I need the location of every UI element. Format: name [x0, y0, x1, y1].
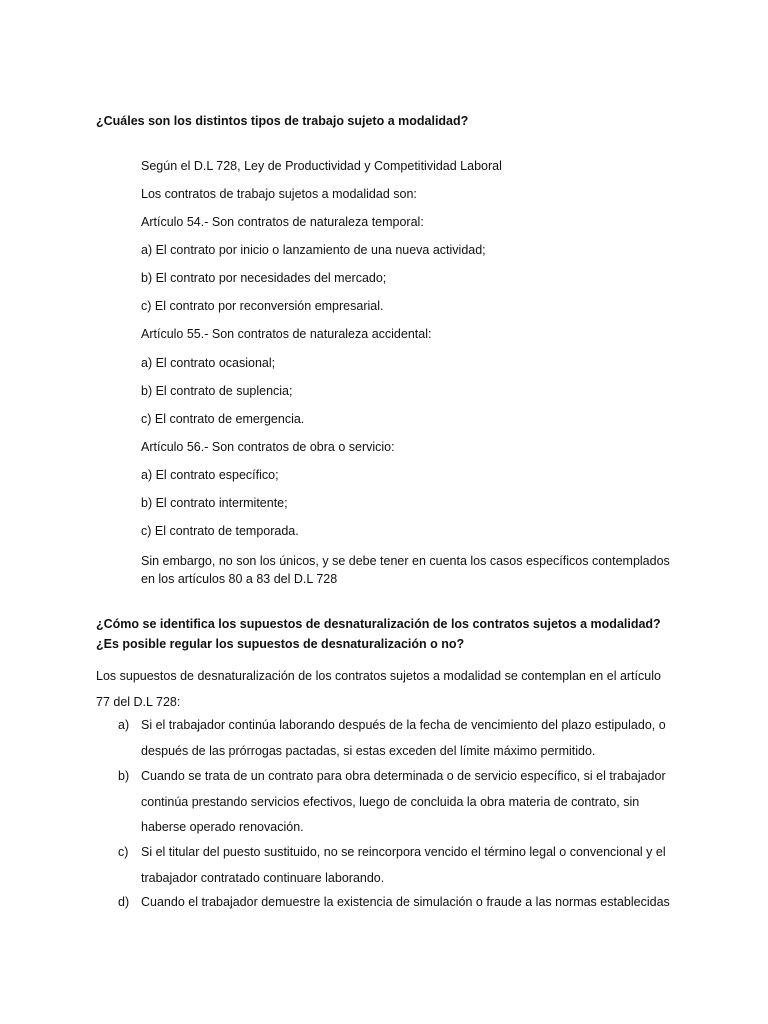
list-marker: b)	[118, 769, 130, 783]
section2-heading: ¿Cómo se identifica los supuestos de desnaturalización de los contratos sujetos a modalidad? ¿Es posible regular los supuestos de desnaturalización o no?	[96, 617, 661, 651]
section1-line: a) El contrato específico;	[141, 468, 279, 482]
list-item-text: Cuando se trata de un contrato para obra determinada o de servicio específico, si el trabajador continúa prestando servicios efectivos, luego de concluida la obra materia de contrato, sin haberse operado renovación.	[141, 769, 666, 834]
list-marker: a)	[118, 718, 130, 732]
section1-line: b) El contrato intermitente;	[141, 496, 288, 510]
section1-line: c) El contrato de emergencia.	[141, 412, 305, 426]
section1-line: b) El contrato por necesidades del mercado;	[141, 271, 387, 285]
section1-line: a) El contrato ocasional;	[141, 356, 276, 370]
section1-line: Según el D.L 728, Ley de Productividad y Competitividad Laboral	[141, 159, 502, 173]
section1-line: Los contratos de trabajo sujetos a modalidad son:	[141, 187, 417, 201]
section1-closing: Sin embargo, no son los únicos, y se debe tener en cuenta los casos específicos contemplados en los artículos 80 a 83 del D.L 728	[141, 554, 670, 586]
section2-intro: Los supuestos de desnaturalización de los contratos sujetos a modalidad se contemplan en el artículo 77 del D.L 728:	[96, 669, 661, 709]
section1-line: Artículo 56.- Son contratos de obra o servicio:	[141, 440, 395, 454]
section1-line: c) El contrato de temporada.	[141, 524, 299, 538]
section1-heading: ¿Cuáles son los distintos tipos de trabajo sujeto a modalidad?	[96, 114, 469, 128]
list-item	[96, 840, 676, 891]
list-item-text: Si el titular del puesto sustituido, no se reincorpora vencido el término legal o convencional y el trabajador contratado continuare laborando.	[141, 845, 666, 885]
list-marker: c)	[118, 845, 129, 859]
section1-line: c) El contrato por reconversión empresarial.	[141, 299, 384, 313]
section1-line: a) El contrato por inicio o lanzamiento de una nueva actividad;	[141, 243, 486, 257]
list-item-text: Cuando el trabajador demuestre la existencia de simulación o fraude a las normas establecidas	[141, 895, 670, 909]
list-item	[96, 890, 676, 916]
list-item	[96, 764, 676, 841]
section1-line: b) El contrato de suplencia;	[141, 384, 293, 398]
list-item-text: Si el trabajador continúa laborando después de la fecha de vencimiento del plazo estipulado, o después de las prórrogas pactadas, si estas exceden del límite máximo permitido.	[141, 718, 666, 758]
section1-line: Artículo 55.- Son contratos de naturaleza accidental:	[141, 327, 432, 341]
list-marker: d)	[118, 895, 130, 909]
list-item	[96, 713, 676, 764]
section1-line: Artículo 54.- Son contratos de naturaleza temporal:	[141, 215, 424, 229]
